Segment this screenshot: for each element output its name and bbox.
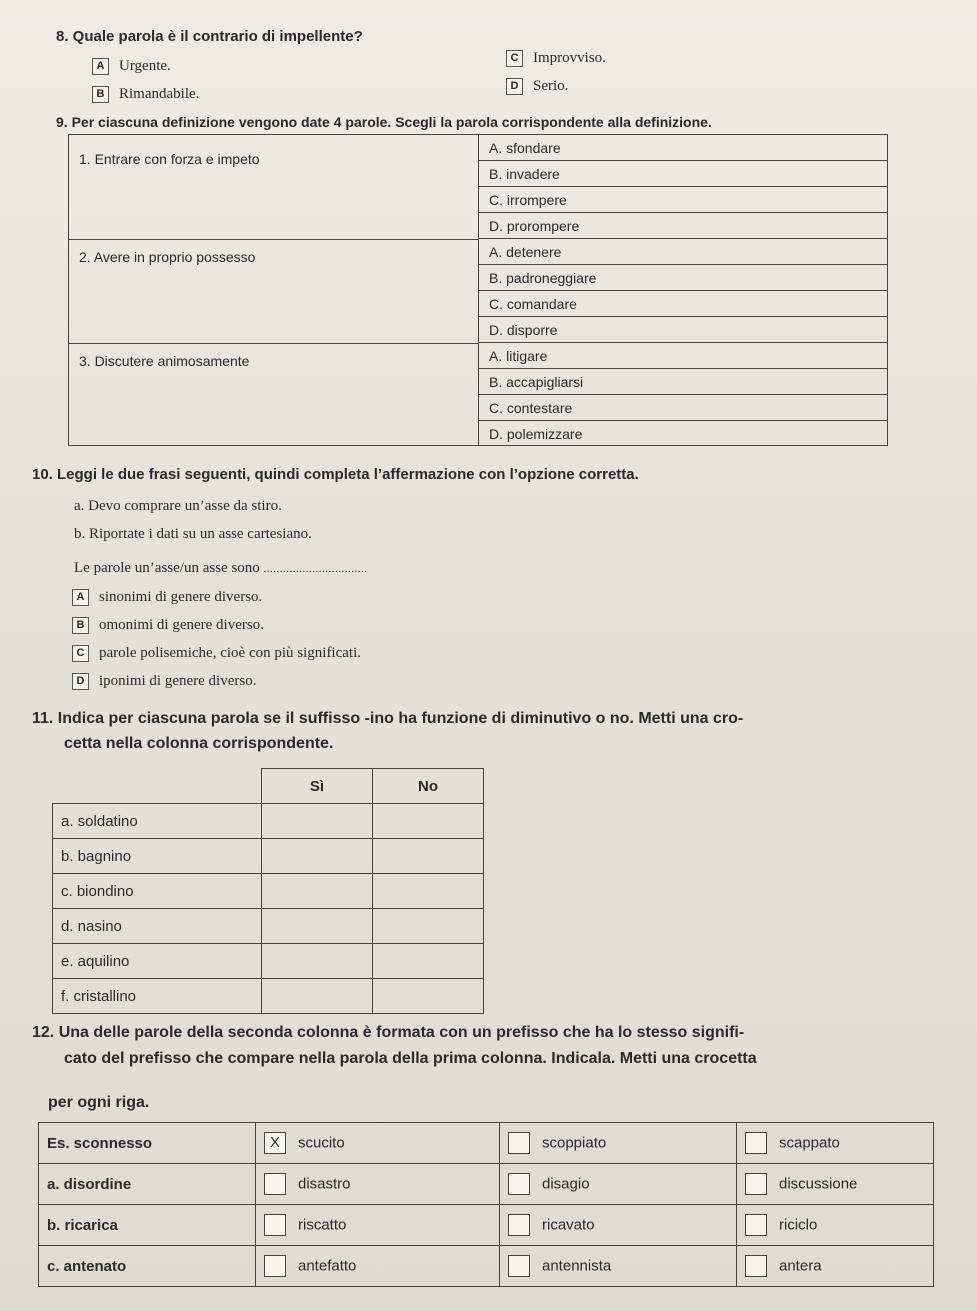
header-si: Sì	[262, 769, 373, 804]
q8-option-b[interactable]	[92, 86, 199, 103]
letter-box: B	[72, 617, 89, 634]
q10-sentence-b: b. Riportate i dati su un asse cartesiano.	[74, 526, 312, 542]
q9-table	[68, 134, 888, 446]
q10-sentence-a: a. Devo comprare un’asse da stiro.	[74, 498, 282, 514]
q8-option-d[interactable]	[506, 78, 568, 95]
q9-choice-2b[interactable]: B. padroneggiare	[479, 265, 887, 291]
letter-box: A	[72, 589, 89, 606]
q11-word: c. biondino	[53, 874, 262, 909]
checkbox[interactable]	[745, 1173, 767, 1195]
checkbox[interactable]	[264, 1214, 286, 1236]
empty-header	[53, 769, 262, 804]
option-text: ricavato	[542, 1216, 595, 1234]
q10-prompt-text: Le parole un’asse/un asse sono	[74, 560, 260, 576]
q8-question: 8. Quale parola è il contrario di impellente?	[56, 28, 363, 45]
q12-option[interactable]	[500, 1205, 737, 1246]
q11-word: b. bagnino	[53, 839, 262, 874]
table-row	[53, 909, 484, 944]
option-text: antera	[779, 1257, 822, 1275]
q12-option[interactable]	[256, 1246, 500, 1287]
checkbox[interactable]	[264, 1173, 286, 1195]
option-text: Rimandabile.	[119, 86, 200, 102]
q9-choice-3c[interactable]: C. contestare	[479, 395, 887, 421]
letter-box: C	[72, 645, 89, 662]
divider	[69, 239, 479, 240]
q11-cell-no[interactable]	[373, 804, 484, 839]
q12-option[interactable]	[256, 1164, 500, 1205]
q9-choice-1c[interactable]: C. irrompere	[479, 187, 887, 213]
q10-question: 10. Leggi le due frasi seguenti, quindi completa l’affermazione con l’opzione corretta.	[32, 466, 639, 483]
q8-option-c[interactable]	[506, 50, 606, 67]
option-text: riciclo	[779, 1216, 818, 1234]
option-text: scucito	[298, 1134, 345, 1152]
table-row	[53, 944, 484, 979]
option-text: sinonimi di genere diverso.	[99, 589, 263, 605]
q10-blank[interactable]: ................................	[263, 563, 368, 575]
q12-question-line3: per ogni riga.	[48, 1094, 150, 1111]
q11-table	[52, 768, 484, 1014]
q9-choice-1d[interactable]: D. prorompere	[479, 213, 887, 239]
checkbox[interactable]	[508, 1132, 530, 1154]
option-text: scappato	[779, 1134, 840, 1152]
option-text: antefatto	[298, 1257, 357, 1275]
checkbox[interactable]: X	[264, 1132, 286, 1154]
q9-choice-1a[interactable]: A. sfondare	[479, 135, 887, 161]
letter-box: D	[72, 673, 89, 690]
option-text: scoppiato	[542, 1134, 607, 1152]
letter-box: A	[92, 58, 109, 75]
q9-choice-3a[interactable]: A. litigare	[479, 343, 887, 369]
q12-word: c. antenato	[39, 1246, 256, 1287]
option-text: Serio.	[533, 78, 569, 94]
q12-option[interactable]	[256, 1123, 500, 1164]
q12-question-line2: cato del prefisso che compare nella parola della prima colonna. Indicala. Metti una crocetta	[64, 1050, 757, 1067]
table-row	[53, 874, 484, 909]
q12-option[interactable]	[500, 1246, 737, 1287]
q12-option[interactable]	[256, 1205, 500, 1246]
table-row	[53, 804, 484, 839]
table-row	[39, 1164, 934, 1205]
table-row	[53, 979, 484, 1014]
table-row	[53, 839, 484, 874]
q9-definition-2: 2. Avere in proprio possesso	[79, 249, 256, 265]
q11-cell-no[interactable]	[373, 909, 484, 944]
q11-cell-no[interactable]	[373, 944, 484, 979]
q8-option-a[interactable]	[92, 58, 171, 75]
q9-choices	[479, 135, 887, 445]
option-text: parole polisemiche, cioè con più significati.	[99, 645, 362, 661]
q9-definitions	[69, 135, 479, 445]
q11-cell-no[interactable]	[373, 839, 484, 874]
option-text: iponimi di genere diverso.	[99, 673, 257, 689]
q10-option-c[interactable]	[72, 645, 361, 662]
checkbox[interactable]	[745, 1132, 767, 1154]
checkbox[interactable]	[508, 1173, 530, 1195]
q11-question-line1: 11. Indica per ciascuna parola se il suffisso -ino ha funzione di diminutivo o no. Metti una cro-	[32, 710, 744, 727]
q12-word: b. ricarica	[39, 1205, 256, 1246]
option-text: Urgente.	[119, 58, 171, 74]
option-text: disastro	[298, 1175, 351, 1193]
q9-choice-2a[interactable]: A. detenere	[479, 239, 887, 265]
q11-word: e. aquilino	[53, 944, 262, 979]
q11-word: f. cristallino	[53, 979, 262, 1014]
checkbox[interactable]	[745, 1214, 767, 1236]
checkbox[interactable]	[508, 1255, 530, 1277]
q9-choice-2d[interactable]: D. disporre	[479, 317, 887, 343]
checkbox[interactable]	[508, 1214, 530, 1236]
q11-word: a. soldatino	[53, 804, 262, 839]
q12-option[interactable]	[737, 1246, 934, 1287]
option-text: discussione	[779, 1175, 858, 1193]
q12-question-line1: 12. Una delle parole della seconda colonna è formata con un prefisso che ha lo stesso signifi-	[32, 1024, 745, 1041]
q11-cell-si[interactable]	[262, 979, 373, 1014]
q9-choice-1b[interactable]: B. invadere	[479, 161, 887, 187]
q12-word: a. disordine	[39, 1164, 256, 1205]
q10-prompt	[74, 560, 368, 577]
q12-option[interactable]	[737, 1164, 934, 1205]
q11-cell-si[interactable]	[262, 909, 373, 944]
table-row	[39, 1205, 934, 1246]
q11-cell-si[interactable]	[262, 944, 373, 979]
q9-definition-1: 1. Entrare con forza e impeto	[79, 151, 260, 167]
option-text: antennista	[542, 1257, 612, 1275]
q11-cell-si[interactable]	[262, 874, 373, 909]
q12-option[interactable]	[500, 1123, 737, 1164]
divider	[69, 343, 479, 344]
letter-box: D	[506, 78, 523, 95]
q9-choice-3d[interactable]: D. polemizzare	[489, 426, 583, 442]
q11-word: d. nasino	[53, 909, 262, 944]
table-row	[39, 1123, 934, 1164]
table-row	[39, 1246, 934, 1287]
q11-question-line2: cetta nella colonna corrispondente.	[64, 735, 334, 752]
header-no: No	[373, 769, 484, 804]
q12-option[interactable]	[737, 1123, 934, 1164]
checkbox[interactable]	[745, 1255, 767, 1277]
option-text: disagio	[542, 1175, 590, 1193]
table-header-row	[53, 769, 484, 804]
q11-cell-si[interactable]	[262, 804, 373, 839]
letter-box: C	[506, 50, 523, 67]
q11-cell-si[interactable]	[262, 839, 373, 874]
q12-option[interactable]	[500, 1164, 737, 1205]
q12-table	[38, 1122, 934, 1287]
q9-question: 9. Per ciascuna definizione vengono date 4 parole. Scegli la parola corrispondente alla definizione.	[56, 114, 712, 130]
q12-word: Es. sconnesso	[39, 1123, 256, 1164]
letter-box: B	[92, 86, 109, 103]
option-text: Improvviso.	[533, 50, 606, 66]
q10-option-a[interactable]	[72, 589, 262, 606]
q12-option[interactable]	[737, 1205, 934, 1246]
option-text: riscatto	[298, 1216, 347, 1234]
checkbox[interactable]	[264, 1255, 286, 1277]
q10-option-b[interactable]	[72, 617, 264, 634]
q11-cell-no[interactable]	[373, 979, 484, 1014]
option-text: omonimi di genere diverso.	[99, 617, 264, 633]
q9-choice-3b[interactable]: B. accapigliarsi	[479, 369, 887, 395]
q9-choice-2c[interactable]: C. comandare	[479, 291, 887, 317]
q11-cell-no[interactable]	[373, 874, 484, 909]
q10-option-d[interactable]	[72, 673, 256, 690]
q9-definition-3: 3. Discutere animosamente	[79, 353, 250, 369]
